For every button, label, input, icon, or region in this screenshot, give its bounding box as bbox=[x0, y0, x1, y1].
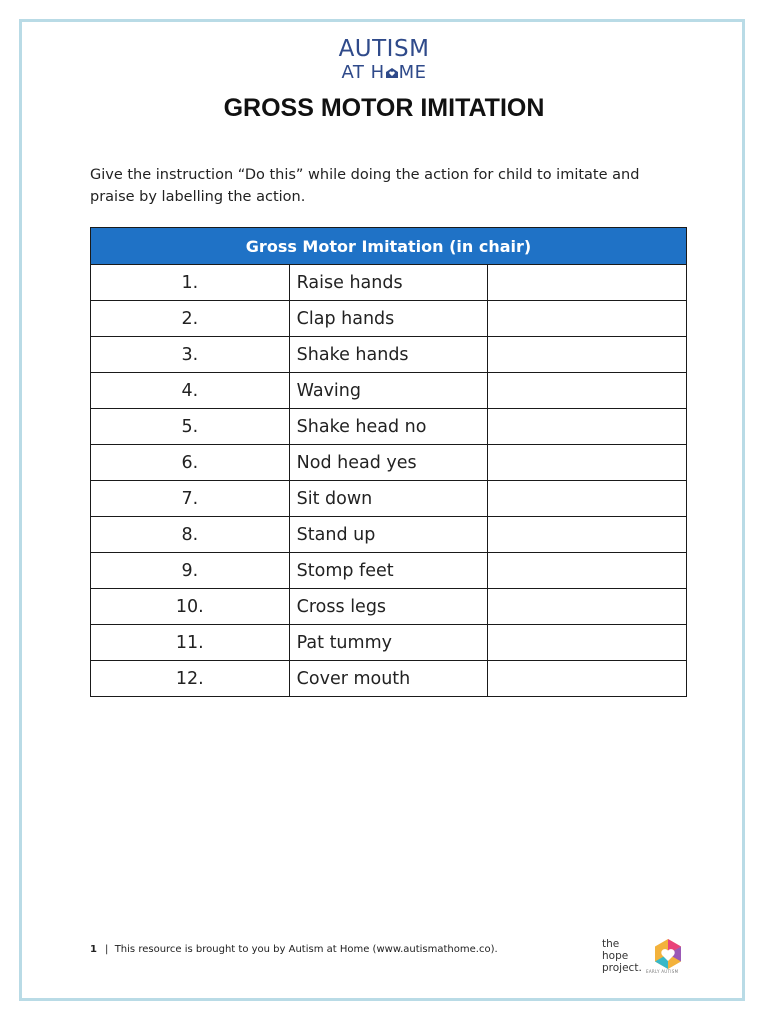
row-number: 6. bbox=[91, 445, 290, 481]
row-check-box[interactable] bbox=[488, 409, 687, 445]
table-row bbox=[91, 337, 687, 373]
row-action: Sit down bbox=[289, 481, 488, 517]
row-number: 4. bbox=[91, 373, 290, 409]
row-check-box[interactable] bbox=[488, 517, 687, 553]
row-number: 11. bbox=[91, 625, 290, 661]
hope-project-logo bbox=[602, 938, 692, 982]
row-action: Shake head no bbox=[289, 409, 488, 445]
table-row bbox=[91, 265, 687, 301]
hope-line-2: hope bbox=[602, 950, 629, 962]
autism-at-home-logo bbox=[0, 38, 768, 82]
row-number: 9. bbox=[91, 553, 290, 589]
row-check-box[interactable] bbox=[488, 265, 687, 301]
row-check-box[interactable] bbox=[488, 337, 687, 373]
row-check-box[interactable] bbox=[488, 373, 687, 409]
instruction-text: Give the instruction “Do this” while doing the action for child to imitate and praise by labelling the action. bbox=[90, 167, 640, 205]
row-action: Cross legs bbox=[289, 589, 488, 625]
row-action: Stand up bbox=[289, 517, 488, 553]
page-title: GROSS MOTOR IMITATION bbox=[223, 94, 545, 122]
hexagon-heart-icon bbox=[652, 938, 684, 970]
hope-line-3: project. bbox=[602, 962, 642, 974]
table-header-row bbox=[91, 228, 687, 265]
footer-credit: This resource is brought to you by Autism at Home (www.autismathome.co). bbox=[114, 944, 498, 955]
row-check-box[interactable] bbox=[488, 661, 687, 697]
hope-project-wordmark bbox=[602, 938, 642, 974]
row-number: 3. bbox=[91, 337, 290, 373]
row-number: 1. bbox=[91, 265, 290, 301]
table-row bbox=[91, 445, 687, 481]
row-check-box[interactable] bbox=[488, 301, 687, 337]
table-row bbox=[91, 589, 687, 625]
row-action: Shake hands bbox=[289, 337, 488, 373]
row-action: Nod head yes bbox=[289, 445, 488, 481]
row-check-box[interactable] bbox=[488, 589, 687, 625]
logo-line-2-end: ME bbox=[398, 62, 427, 83]
imitation-table bbox=[90, 227, 687, 697]
row-check-box[interactable] bbox=[488, 445, 687, 481]
table-header: Gross Motor Imitation (in chair) bbox=[91, 228, 687, 265]
logo-line-2-start: AT H bbox=[341, 62, 385, 83]
row-number: 2. bbox=[91, 301, 290, 337]
row-check-box[interactable] bbox=[488, 625, 687, 661]
row-check-box[interactable] bbox=[488, 481, 687, 517]
table-row bbox=[91, 373, 687, 409]
row-number: 12. bbox=[91, 661, 290, 697]
row-action: Clap hands bbox=[289, 301, 488, 337]
house-heart-icon bbox=[385, 67, 399, 79]
row-action: Cover mouth bbox=[289, 661, 488, 697]
row-action: Pat tummy bbox=[289, 625, 488, 661]
row-check-box[interactable] bbox=[488, 553, 687, 589]
hope-line-1: the bbox=[602, 938, 620, 950]
footer-separator: | bbox=[104, 944, 109, 955]
page-number: 1 bbox=[90, 944, 97, 955]
logo-line-2 bbox=[0, 64, 768, 82]
table-row bbox=[91, 553, 687, 589]
row-number: 7. bbox=[91, 481, 290, 517]
logo-line-1: AUTISM bbox=[338, 36, 430, 62]
table-row bbox=[91, 661, 687, 697]
table-row bbox=[91, 481, 687, 517]
row-action: Stomp feet bbox=[289, 553, 488, 589]
row-number: 10. bbox=[91, 589, 290, 625]
table-row bbox=[91, 625, 687, 661]
footer bbox=[90, 944, 498, 955]
early-autism-text: EARLY AUTISM bbox=[646, 969, 679, 974]
table-row bbox=[91, 301, 687, 337]
table-body bbox=[91, 265, 687, 697]
row-action: Raise hands bbox=[289, 265, 488, 301]
table-row bbox=[91, 409, 687, 445]
row-number: 8. bbox=[91, 517, 290, 553]
row-action: Waving bbox=[289, 373, 488, 409]
table-row bbox=[91, 517, 687, 553]
row-number: 5. bbox=[91, 409, 290, 445]
